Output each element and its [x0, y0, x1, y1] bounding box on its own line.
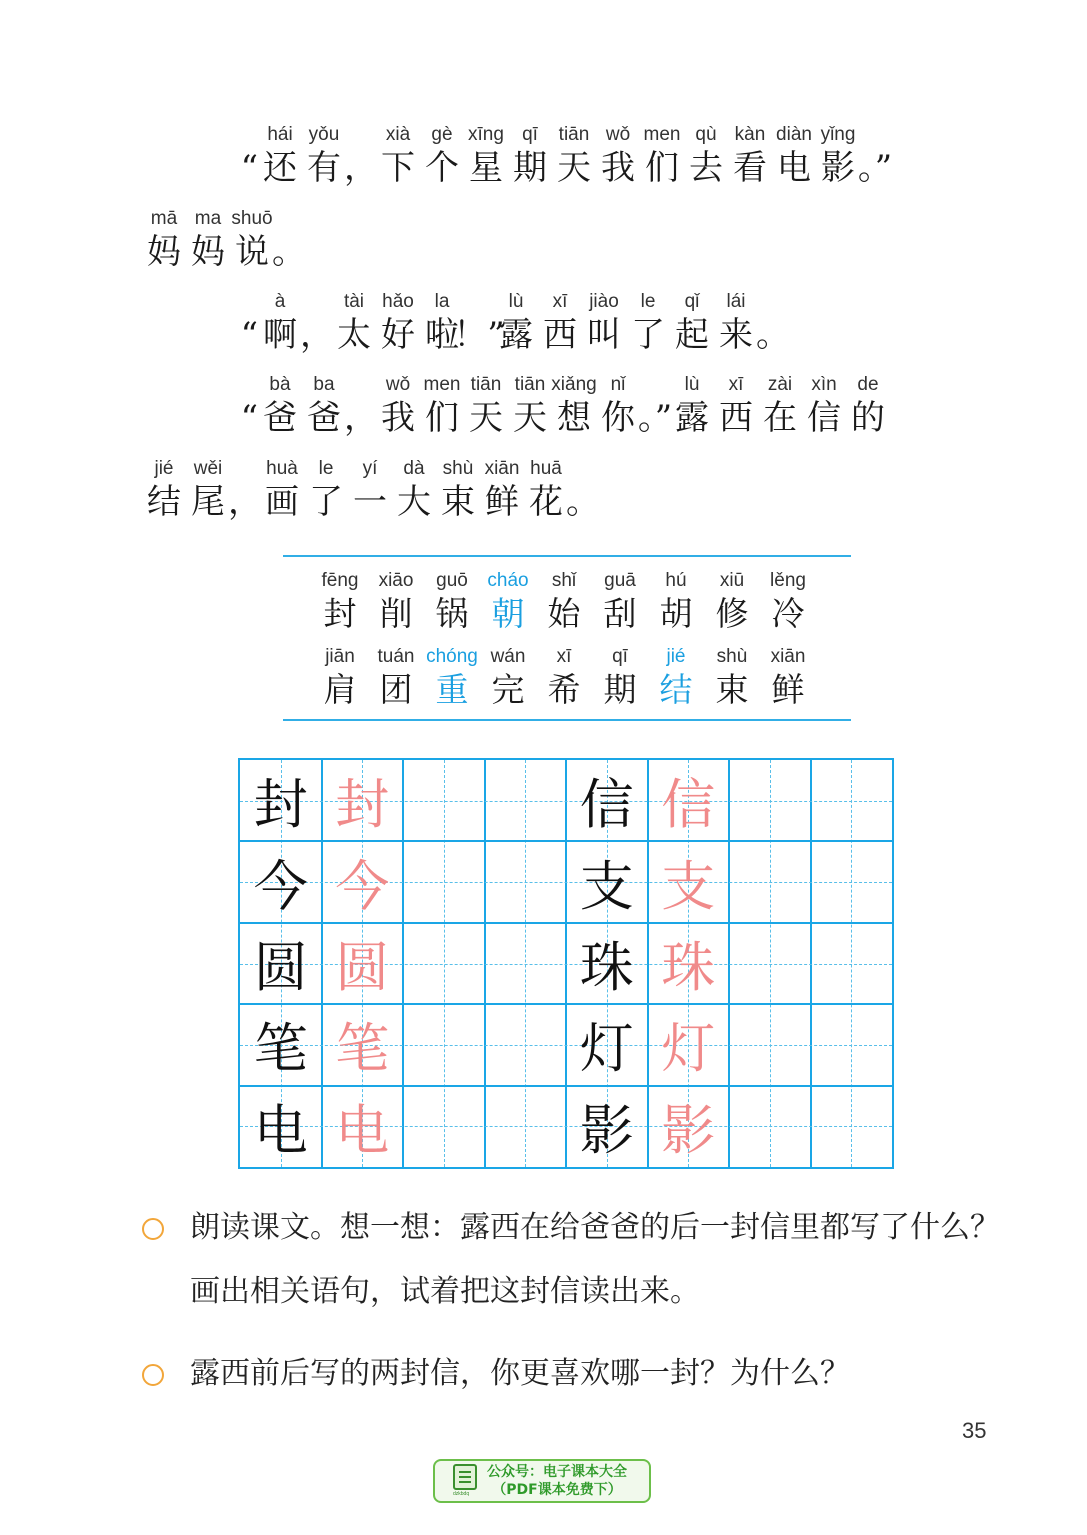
hanzi: 妈 [191, 232, 225, 272]
pinyin: gè [431, 124, 453, 145]
char-with-pinyin [392, 456, 436, 522]
hanzi: 束 [441, 482, 475, 522]
char-with-pinyin [480, 456, 524, 522]
task-1-text: 朗读课文。想一想：露西在给爸爸的后一封信里都写了什么？画出相关语句，试着把这封信读出来。 [190, 1210, 1000, 1309]
hanzi: 天 [513, 398, 547, 438]
pinyin: guō [436, 570, 468, 591]
char-with-pinyin [420, 122, 464, 188]
pinyin: xiǎng [551, 374, 597, 395]
punctuation [346, 372, 376, 438]
circle-bullet-icon [142, 1218, 164, 1240]
pinyin: xīng [468, 124, 504, 145]
story-line-4 [228, 372, 890, 438]
hanzi: 画 [265, 482, 299, 522]
char-with-pinyin [508, 122, 552, 188]
hanzi: 大 [397, 482, 431, 522]
pinyin: le [640, 291, 656, 312]
punctuation [568, 456, 598, 522]
char-with-pinyin [302, 122, 346, 188]
writing-cell[interactable] [729, 1086, 811, 1167]
pinyin: tài [343, 291, 365, 312]
char-with-pinyin [258, 289, 302, 355]
hanzi: 露 [675, 398, 709, 438]
pinyin: xià [385, 124, 411, 145]
hanzi: 们 [645, 148, 679, 188]
char-with-pinyin [508, 372, 552, 438]
writing-cell[interactable] [485, 923, 567, 1004]
hanzi: 期 [513, 148, 547, 188]
trace-character: 支 [661, 854, 716, 918]
pinyin: dà [403, 458, 425, 479]
hanzi: 重 [435, 670, 469, 709]
model-character: 圆 [253, 936, 308, 999]
hanzi: ， [228, 482, 262, 522]
pinyin: xiān [484, 458, 520, 479]
pinyin: shù [442, 458, 474, 479]
char-with-pinyin [596, 372, 640, 438]
punctuation [346, 122, 376, 188]
pinyin: xī [728, 374, 744, 395]
vocab-word [424, 568, 480, 634]
hanzi: 冷 [771, 594, 805, 633]
hanzi: ， [344, 398, 378, 438]
pinyin: xī [552, 291, 568, 312]
char-with-pinyin [524, 456, 568, 522]
hanzi: 的 [851, 398, 885, 438]
char-with-pinyin [258, 372, 302, 438]
punctuation [758, 289, 788, 355]
writing-cell[interactable] [403, 1086, 485, 1167]
hanzi: 太 [337, 315, 371, 355]
pinyin: qī [522, 124, 538, 145]
pinyin: ba [313, 374, 335, 395]
char-with-pinyin [376, 289, 420, 355]
vocab-word [760, 568, 816, 634]
punctuation [228, 289, 258, 355]
badge-line-1: 公众号：电子课本大全 [487, 1464, 627, 1480]
pinyin: diàn [776, 124, 812, 145]
char-with-pinyin [772, 122, 816, 188]
punctuation [637, 372, 673, 438]
hanzi: 星 [469, 148, 503, 188]
hanzi: 我 [381, 398, 415, 438]
hanzi: 信 [807, 398, 841, 438]
pinyin: men [423, 374, 461, 395]
trace-character: 信 [661, 773, 716, 837]
hanzi: 了 [309, 482, 343, 522]
hanzi: ， [344, 148, 378, 188]
vocab-word [592, 644, 648, 710]
hanzi: 。” [637, 398, 673, 438]
pinyin: nǐ [610, 374, 626, 395]
model-character: 今 [253, 854, 308, 918]
hanzi: 团 [379, 670, 413, 709]
char-with-pinyin [348, 456, 392, 522]
vocab-word [368, 644, 424, 710]
pinyin: tiān [558, 124, 590, 145]
pinyin: yǒu [308, 124, 340, 145]
hanzi: 好 [381, 315, 415, 355]
hanzi: 来 [719, 315, 753, 355]
char-with-pinyin [332, 289, 376, 355]
char-with-pinyin [714, 289, 758, 355]
hanzi: 在 [763, 398, 797, 438]
pinyin: shù [716, 646, 748, 667]
wechat-badge[interactable] [433, 1459, 651, 1503]
punctuation [230, 456, 260, 522]
hanzi: 爸 [307, 398, 341, 438]
model-character: 信 [579, 773, 634, 837]
hanzi: 完 [491, 670, 525, 709]
hanzi: 胡 [659, 594, 693, 633]
vocab-word [536, 644, 592, 710]
hanzi: 天 [469, 398, 503, 438]
pinyin: tiān [470, 374, 502, 395]
hanzi: 说 [235, 232, 269, 272]
pinyin: lái [726, 291, 746, 312]
char-with-pinyin [302, 372, 346, 438]
writing-cell[interactable] [485, 1086, 567, 1167]
char-with-pinyin [494, 289, 538, 355]
char-with-pinyin [186, 206, 230, 272]
hanzi: 结 [147, 482, 181, 522]
char-with-pinyin [420, 372, 464, 438]
hanzi: 有 [307, 148, 341, 188]
pinyin: xiāo [378, 570, 414, 591]
pinyin: fēng [321, 570, 359, 591]
char-with-pinyin [758, 372, 802, 438]
char-with-pinyin [728, 122, 772, 188]
hanzi: 啊 [263, 315, 297, 355]
hanzi: 你 [601, 398, 635, 438]
hanzi: 刮 [603, 594, 637, 633]
pinyin: xī [556, 646, 572, 667]
hanzi: 还 [263, 148, 297, 188]
writing-cell[interactable] [811, 923, 893, 1004]
writing-cell[interactable] [403, 923, 485, 1004]
model-character: 封 [253, 773, 308, 837]
pinyin: xìn [811, 374, 837, 395]
pinyin: ma [194, 208, 222, 229]
pinyin: jiān [325, 646, 355, 667]
hanzi: 期 [603, 670, 637, 709]
hanzi: 电 [777, 148, 811, 188]
hanzi: 我 [601, 148, 635, 188]
pinyin: huā [530, 458, 562, 479]
model-character: 珠 [579, 936, 634, 999]
writing-cell[interactable] [811, 760, 893, 841]
pinyin: qǐ [684, 291, 700, 312]
hanzi: 影 [821, 148, 855, 188]
punctuation [274, 206, 304, 272]
char-with-pinyin [436, 456, 480, 522]
hanzi: 。 [566, 482, 600, 522]
hanzi: 爸 [263, 398, 297, 438]
writing-cell[interactable] [811, 841, 893, 922]
writing-grid [238, 758, 894, 1169]
hanzi: 下 [381, 148, 415, 188]
trace-character: 笔 [335, 1017, 390, 1081]
vocab-top-rule [283, 555, 851, 557]
hanzi: 西 [719, 398, 753, 438]
pinyin: kàn [734, 124, 766, 145]
hanzi: 叫 [587, 315, 621, 355]
hanzi: 尾 [191, 482, 225, 522]
vocab-row-1 [312, 568, 816, 634]
hanzi: 一 [353, 482, 387, 522]
hanzi: “ [240, 148, 258, 188]
char-with-pinyin [816, 122, 860, 188]
char-with-pinyin [142, 456, 186, 522]
pinyin: qī [612, 646, 628, 667]
trace-character: 电 [335, 1098, 390, 1162]
trace-character: 今 [335, 854, 390, 918]
trace-character: 圆 [335, 936, 390, 999]
trace-character: 影 [661, 1098, 716, 1162]
pinyin: hǎo [382, 291, 414, 312]
pinyin: lù [684, 374, 700, 395]
hanzi: “ [240, 398, 258, 438]
pinyin: cháo [487, 570, 529, 591]
char-with-pinyin [626, 289, 670, 355]
book-logo-icon: dzkbdq [453, 1464, 479, 1498]
hanzi: 露 [499, 315, 533, 355]
pinyin: yǐng [820, 124, 856, 145]
pinyin: bà [269, 374, 291, 395]
trace-character: 封 [335, 773, 390, 837]
char-with-pinyin [670, 372, 714, 438]
char-with-pinyin [538, 289, 582, 355]
hanzi: 花 [529, 482, 563, 522]
pinyin: qù [695, 124, 717, 145]
char-with-pinyin [142, 206, 186, 272]
story-line-5 [142, 456, 598, 522]
writing-cell[interactable] [729, 923, 811, 1004]
writing-cell[interactable] [729, 841, 811, 922]
vocab-word [648, 568, 704, 634]
writing-cell[interactable] [729, 760, 811, 841]
pinyin: huà [266, 458, 298, 479]
vocab-word [536, 568, 592, 634]
vocab-word [704, 568, 760, 634]
hanzi: 天 [557, 148, 591, 188]
char-with-pinyin [684, 122, 728, 188]
char-with-pinyin [552, 372, 596, 438]
char-with-pinyin [640, 122, 684, 188]
hanzi: 鲜 [771, 670, 805, 709]
punctuation [857, 122, 893, 188]
pinyin: xiū [719, 570, 745, 591]
char-with-pinyin [260, 456, 304, 522]
char-with-pinyin [186, 456, 230, 522]
pinyin: hú [665, 570, 687, 591]
writing-cell[interactable] [811, 1004, 893, 1085]
trace-character: 珠 [661, 936, 716, 999]
hanzi: 想 [557, 398, 591, 438]
hanzi: 了 [631, 315, 665, 355]
pinyin: lù [508, 291, 524, 312]
writing-cell[interactable] [485, 760, 567, 841]
writing-cell[interactable] [729, 1004, 811, 1085]
char-with-pinyin [376, 372, 420, 438]
pinyin: la [434, 291, 450, 312]
vocab-bottom-rule [283, 719, 851, 721]
pinyin: guā [604, 570, 636, 591]
circle-bullet-icon [142, 1364, 164, 1386]
story-line-1 [228, 122, 893, 188]
punctuation [302, 289, 332, 355]
char-with-pinyin [230, 206, 274, 272]
char-with-pinyin [846, 372, 890, 438]
vocab-word [592, 568, 648, 634]
page-number: 35 [962, 1418, 987, 1443]
pinyin: jiào [589, 291, 619, 312]
pinyin: hái [267, 124, 293, 145]
pinyin: wán [490, 646, 526, 667]
hanzi: 束 [715, 670, 749, 709]
char-with-pinyin [552, 122, 596, 188]
hanzi: 希 [547, 670, 581, 709]
vocab-word [368, 568, 424, 634]
hanzi: 西 [543, 315, 577, 355]
model-character: 影 [579, 1098, 634, 1162]
model-character: 笔 [253, 1017, 308, 1081]
vocab-word [312, 568, 368, 634]
model-character: 电 [253, 1098, 308, 1162]
pinyin: xiān [770, 646, 806, 667]
writing-cell[interactable] [811, 1086, 893, 1167]
char-with-pinyin [304, 456, 348, 522]
char-with-pinyin [464, 122, 508, 188]
model-character: 支 [579, 854, 634, 918]
vocab-word [480, 568, 536, 634]
hanzi: “ [240, 315, 258, 355]
hanzi: 结 [659, 670, 693, 709]
story-line-2 [142, 206, 304, 272]
vocab-word [648, 644, 704, 710]
hanzi: 。 [272, 232, 306, 272]
hanzi: 。 [756, 315, 790, 355]
hanzi: 肩 [323, 670, 357, 709]
pinyin: à [274, 291, 286, 312]
vocab-word [480, 644, 536, 710]
char-with-pinyin [714, 372, 758, 438]
punctuation [228, 122, 258, 188]
pinyin: shuō [231, 208, 273, 229]
pinyin: wěi [193, 458, 223, 479]
badge-line-2: （PDF课本免费下） [492, 1482, 622, 1498]
hanzi: 锅 [435, 594, 469, 633]
char-with-pinyin [258, 122, 302, 188]
vocab-row-2 [312, 644, 816, 710]
hanzi: 鲜 [485, 482, 519, 522]
writing-cell[interactable] [485, 1004, 567, 1085]
pinyin: men [643, 124, 681, 145]
model-character: 灯 [579, 1017, 634, 1081]
task-1 [142, 1196, 1010, 1324]
pinyin: wǒ [385, 374, 411, 395]
writing-cell[interactable] [485, 841, 567, 922]
pinyin: de [857, 374, 879, 395]
task-2-text: 露西前后写的两封信，你更喜欢哪一封？为什么？ [190, 1356, 850, 1391]
writing-cell[interactable] [403, 1004, 485, 1085]
vocab-word [312, 644, 368, 710]
hanzi: 封 [323, 594, 357, 633]
pinyin: jié [154, 458, 174, 479]
pinyin: yí [362, 458, 378, 479]
hanzi: 个 [425, 148, 459, 188]
hanzi: 们 [425, 398, 459, 438]
hanzi: 朝 [491, 594, 525, 633]
hanzi: 起 [675, 315, 709, 355]
story-line-3 [228, 289, 788, 355]
pinyin: wǒ [605, 124, 631, 145]
hanzi: 削 [379, 594, 413, 633]
trace-character: 灯 [661, 1017, 716, 1081]
char-with-pinyin [582, 289, 626, 355]
char-with-pinyin [670, 289, 714, 355]
hanzi: 看 [733, 148, 767, 188]
hanzi: 始 [547, 594, 581, 633]
hanzi: 妈 [147, 232, 181, 272]
pinyin: jié [666, 646, 686, 667]
pinyin: lěng [770, 570, 806, 591]
writing-cell[interactable] [403, 841, 485, 922]
hanzi: ， [300, 315, 334, 355]
hanzi: 啦 [425, 315, 459, 355]
char-with-pinyin [464, 372, 508, 438]
punctuation [453, 289, 505, 355]
pinyin: chóng [426, 646, 478, 667]
vocab-word [424, 644, 480, 710]
char-with-pinyin [376, 122, 420, 188]
task-2 [142, 1342, 1010, 1406]
writing-cell[interactable] [403, 760, 485, 841]
char-with-pinyin [802, 372, 846, 438]
pinyin: le [318, 458, 334, 479]
hanzi: 修 [715, 594, 749, 633]
hanzi: 去 [689, 148, 723, 188]
pinyin: mā [150, 208, 178, 229]
pinyin: tuán [377, 646, 415, 667]
hanzi: 。” [857, 148, 893, 188]
pinyin: zài [767, 374, 793, 395]
hanzi: ！” [453, 315, 505, 355]
pinyin: shǐ [551, 570, 577, 591]
char-with-pinyin [596, 122, 640, 188]
vocab-word [704, 644, 760, 710]
vocab-word [760, 644, 816, 710]
punctuation [228, 372, 258, 438]
pinyin: tiān [514, 374, 546, 395]
